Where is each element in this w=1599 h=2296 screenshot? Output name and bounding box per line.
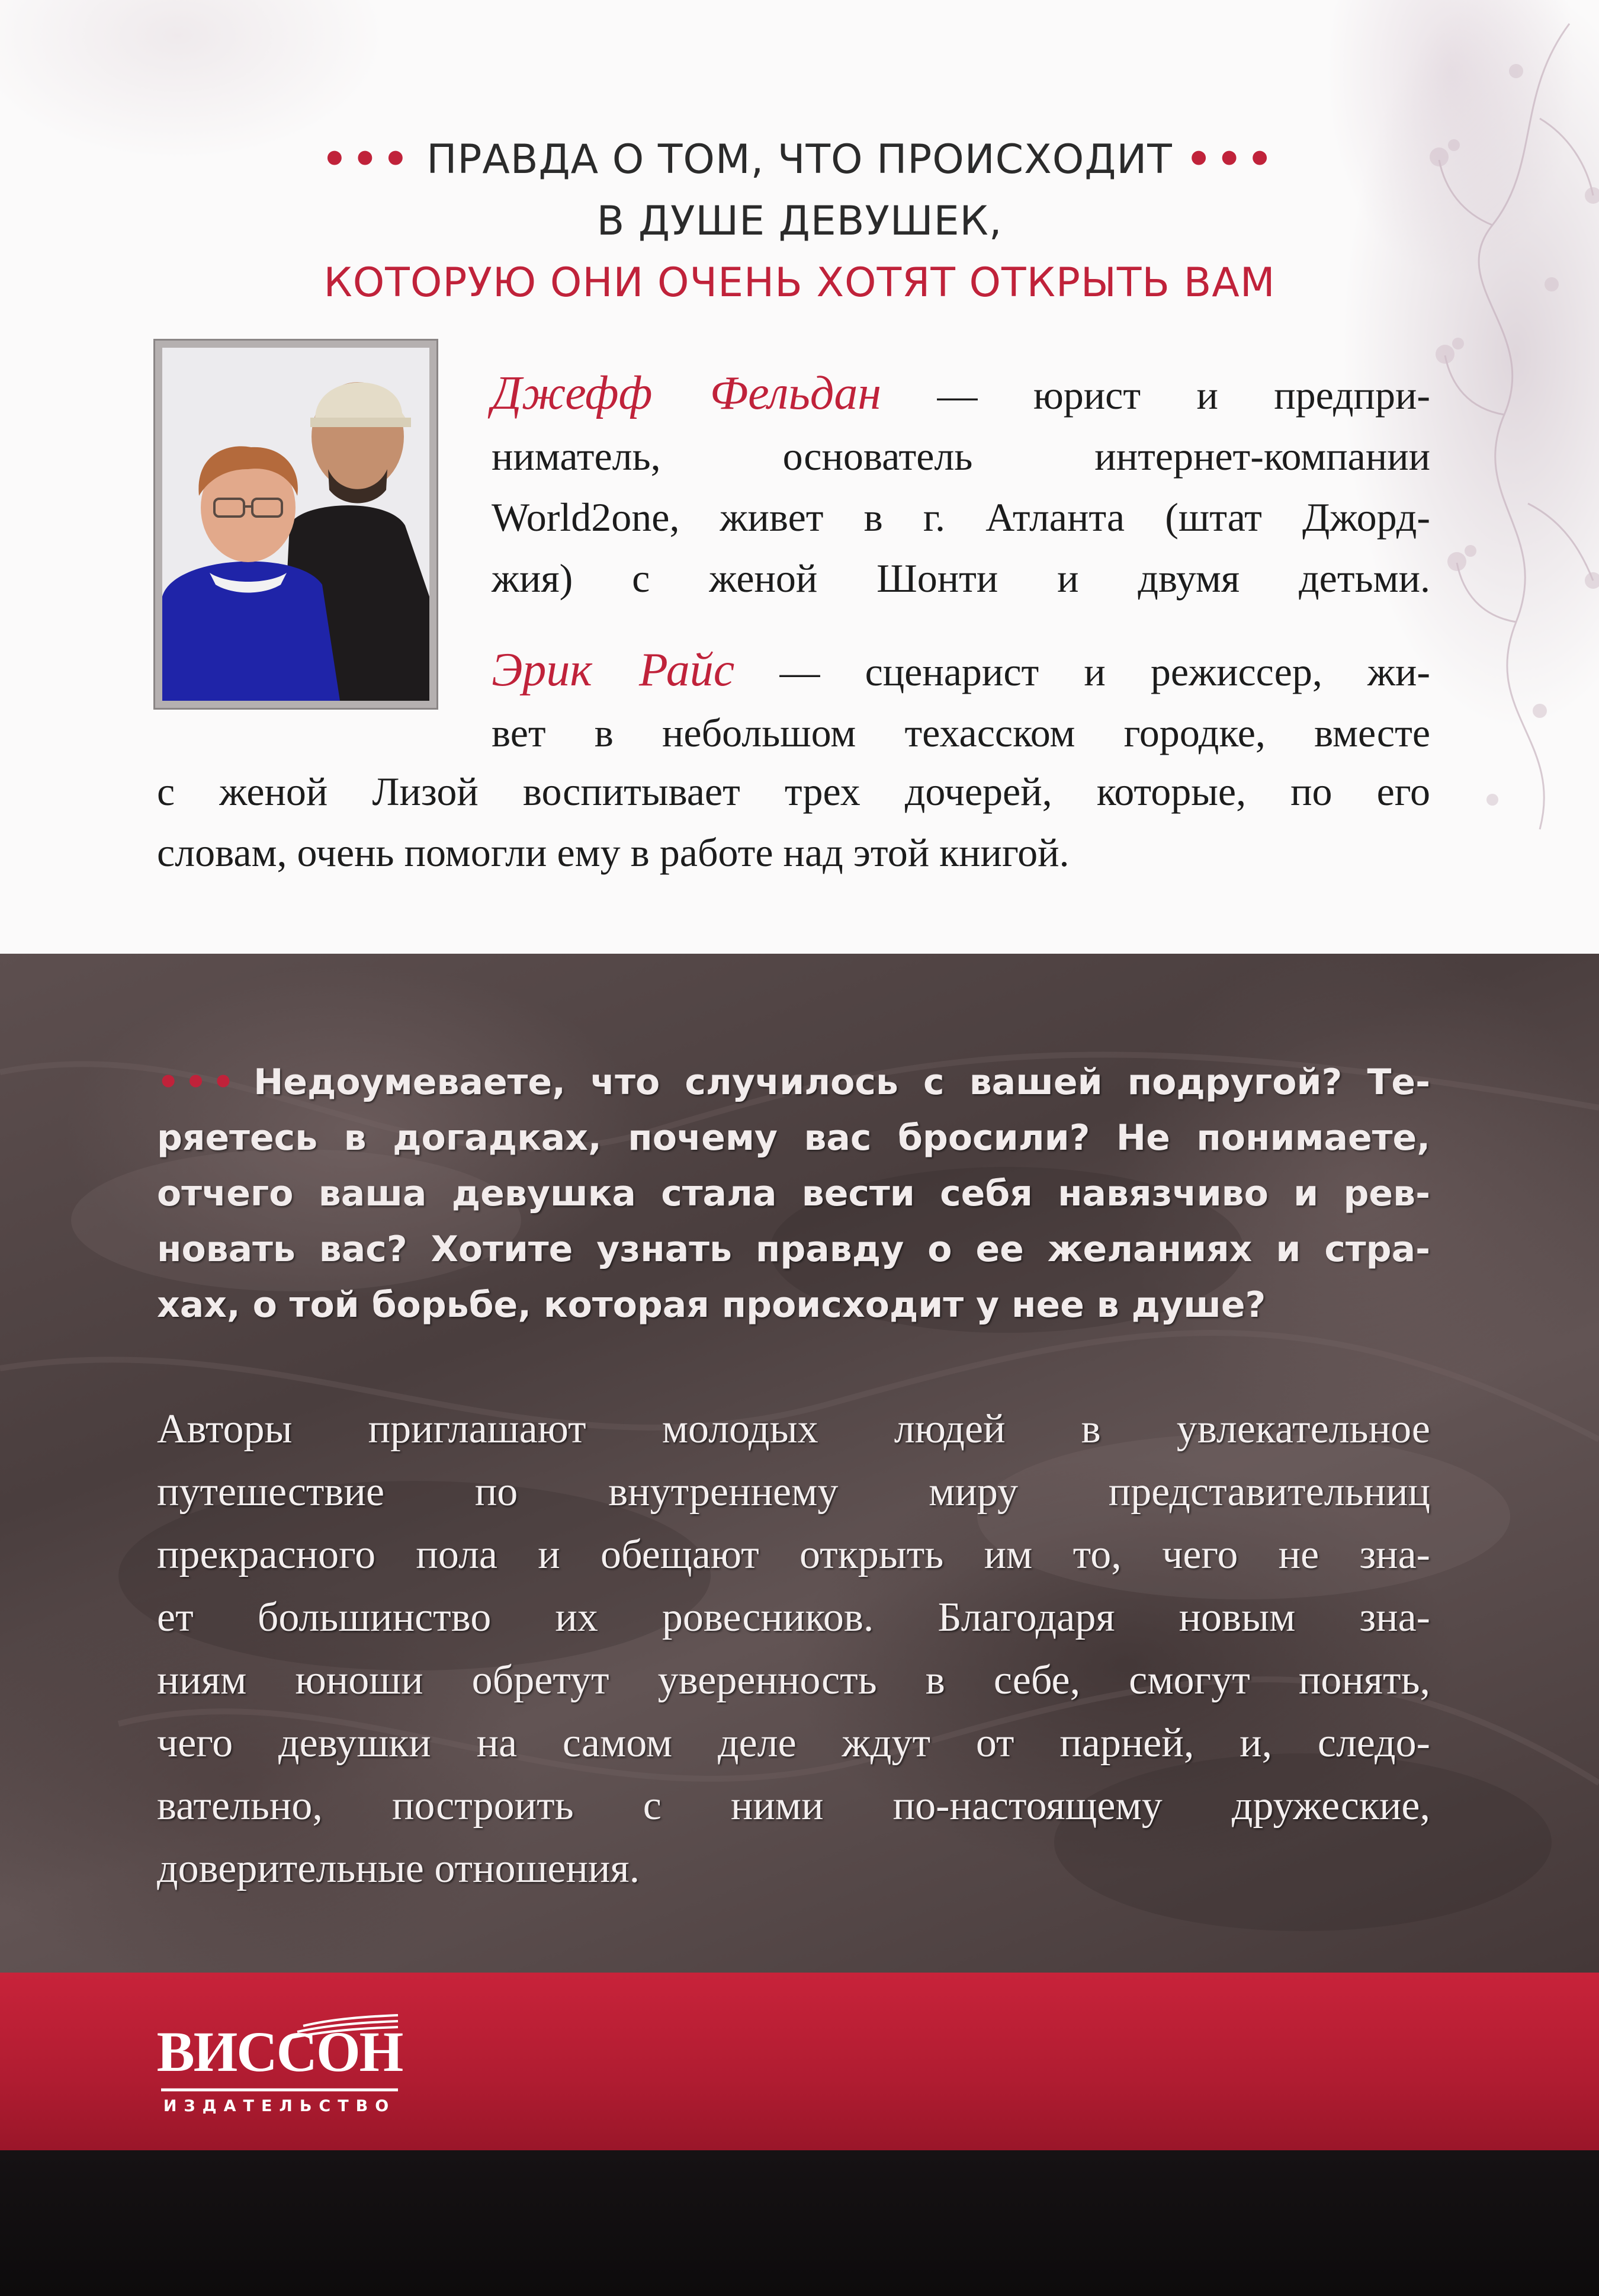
author-2-name: Эрик Райс [492, 644, 735, 696]
headline-line-2: В ДУШЕ ДЕВУШЕК, [596, 198, 1003, 245]
promo-line-4: новать вас? Хотите узнать правду о ее желаниях и стра- [157, 1229, 1430, 1270]
promo-line-1 [157, 1054, 1430, 1110]
author-1-line-4: жия) с женой Шонти и двумя детьми. [492, 556, 1430, 601]
description-line-6: чего девушки на самом деле ждут от парней, и, следо- [157, 1720, 1430, 1766]
publisher-logo [155, 2008, 404, 2127]
description-line-8: доверительные отношения. [157, 1846, 640, 1891]
author-2-line-4: словам, очень помогли ему в работе над этой книгой. [157, 830, 1070, 875]
description-line-3: прекрасного пола и обещают открыть им то, чего не зна- [157, 1532, 1430, 1577]
publisher-name: ВИССОН [156, 2020, 403, 2083]
promo-line-3: отчего ваша девушка стала вести себя навязчиво и рев- [157, 1173, 1430, 1214]
headline-dots-right: ••• [1186, 136, 1277, 183]
headline-line-3: КОТОРУЮ ОНИ ОЧЕНЬ ХОТЯТ ОТКРЫТЬ ВАМ [323, 259, 1276, 306]
publisher-subtitle: ИЗДАТЕЛЬСТВО [163, 2097, 396, 2115]
headline-line-1 [0, 129, 1599, 191]
dark-section [0, 954, 1599, 1973]
author-1-line-1-rest: — юрист и предпри- [881, 373, 1430, 418]
description-line-4: ет большинство их ровесников. Благодаря новым зна- [157, 1595, 1430, 1640]
author-1-bio [492, 363, 1430, 609]
promo-line-5: хах, о той борьбе, которая происходит у нее в душе? [157, 1284, 1266, 1326]
promo-line-2: ряетесь в догадках, почему вас бросили? Не понимаете, [157, 1117, 1430, 1159]
author-1-name: Джефф Фельдан [492, 367, 882, 419]
author-2-bio [492, 640, 1430, 764]
promo-line-1-text: Недоумеваете, что случилось с вашей подругой? Те- [253, 1062, 1430, 1103]
promo-text [157, 1054, 1430, 1333]
description-line-5: ниям юноши обретут уверенность в себе, смогут понять, [157, 1657, 1430, 1703]
headline-dots-left: ••• [322, 136, 413, 183]
author-1-line-3: World2one, живет в г. Атланта (штат Джорд- [492, 495, 1430, 540]
author-2-line-1-rest: — сценарист и режиссер, жи- [734, 649, 1431, 694]
description-line-1: Авторы приглашают молодых людей в увлекательное [157, 1406, 1430, 1452]
authors-photo [155, 341, 436, 708]
headline-line-1-text: ПРАВДА О ТОМ, ЧТО ПРОИСХОДИТ [426, 136, 1173, 183]
author-1-line-1 [492, 363, 1430, 426]
description-text [157, 1398, 1430, 1900]
author-2-bio-wide [157, 761, 1430, 883]
headline [0, 129, 1599, 314]
description-line-7: вательно, построить с ними по-настоящему дружеские, [157, 1783, 1430, 1829]
description-line-2: путешествие по внутреннему миру представительниц [157, 1469, 1430, 1515]
author-2-line-2: вет в небольшом техасском городке, вместе [492, 710, 1430, 755]
bottom-band [0, 2150, 1599, 2296]
author-1-line-2: ниматель, основатель интернет-компании [492, 434, 1430, 479]
author-2-line-3: с женой Лизой воспитывает трех дочерей, которые, по его [157, 769, 1430, 814]
promo-dots: ••• [157, 1062, 240, 1103]
author-2-line-1 [492, 640, 1430, 703]
top-section [0, 0, 1599, 954]
